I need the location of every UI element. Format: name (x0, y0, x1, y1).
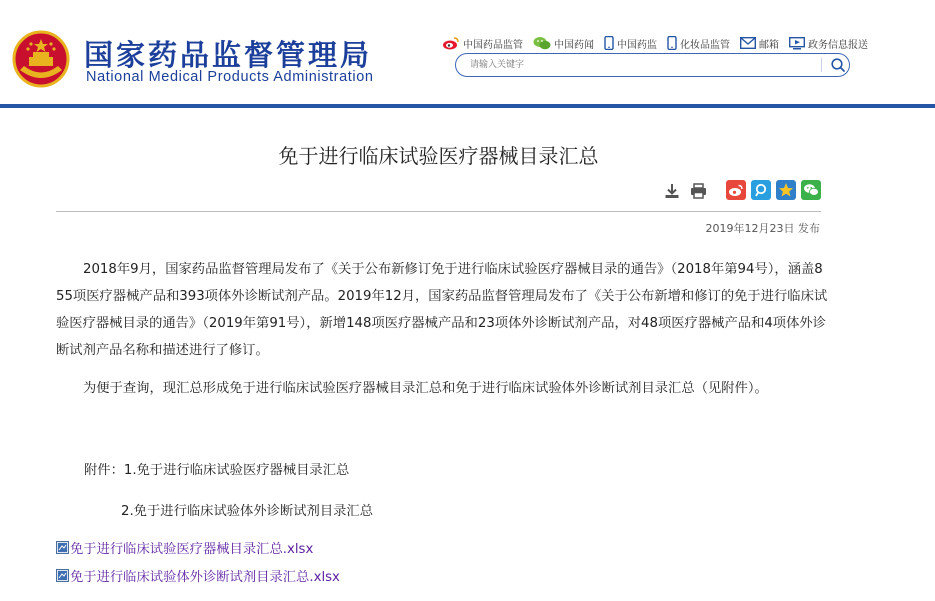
excel-file-icon (56, 569, 69, 582)
article-paragraph: 为便于查询，现汇总形成免于进行临床试验医疗器械目录汇总和免于进行临床试验体外诊断试剂目录汇总（见附件）。 (83, 381, 768, 396)
excel-file-icon (56, 541, 69, 554)
weibo-share-icon[interactable] (726, 180, 746, 200)
publish-date: 2019年12月23日 发布 (705, 222, 820, 235)
monitor-icon (789, 37, 805, 50)
tencent-share-icon[interactable] (751, 180, 771, 200)
national-emblem-icon (12, 30, 70, 88)
nav-weibo[interactable] (442, 36, 523, 51)
nav-mobile-drug[interactable] (604, 36, 657, 51)
article-title: 免于进行临床试验医疗器械目录汇总 (278, 144, 599, 168)
site-name-cn[interactable]: 国家药品监督管理局 (84, 38, 373, 72)
mobile-icon (604, 36, 614, 50)
print-icon[interactable] (688, 181, 708, 201)
nav-label: 中国药监 (617, 39, 657, 51)
attachment-file-link[interactable] (56, 566, 340, 585)
attachments-label: 附件：1.免于进行临床试验医疗器械目录汇总 (84, 463, 350, 478)
mail-icon (740, 37, 756, 49)
nav-mail[interactable] (740, 36, 779, 51)
attachment-file-name[interactable]: 免于进行临床试验医疗器械目录汇总.xlsx (70, 542, 314, 557)
wechat-share-icon[interactable] (801, 180, 821, 200)
nav-mobile-cosmetics[interactable] (667, 36, 730, 51)
share-buttons (726, 180, 821, 200)
search-input[interactable] (470, 57, 810, 73)
site-header (0, 0, 935, 104)
nav-label: 化妆品监管 (680, 39, 730, 51)
top-nav (442, 35, 878, 51)
search-icon[interactable] (829, 56, 847, 74)
attachment-file-name[interactable]: 免于进行临床试验体外诊断试剂目录汇总.xlsx (70, 570, 340, 585)
wechat-icon (533, 36, 551, 50)
header-blue-bar (0, 104, 935, 108)
weibo-icon (442, 36, 460, 50)
nav-label: 邮箱 (759, 39, 779, 51)
site-name-en[interactable]: National Medical Products Administration (86, 69, 374, 85)
nav-wechat[interactable] (533, 36, 594, 51)
download-icon[interactable] (662, 181, 682, 201)
attachment-file-link[interactable] (56, 538, 313, 557)
article-paragraph: 2018年9月，国家药品监督管理局发布了《关于公布新修订免于进行临床试验医疗器械目录的通告》（2018年第94号），涵盖855项医疗器械产品和393项体外诊断试剂产品。2019年12月，国家药品监督管理局发布了《关于公布新增和修订的免于进行临床试验医疗器械目录的通告》（2019年第91号），新增148项医疗器械产品和23项体外诊断试剂产品，对48项医疗器械产品和4项体外诊断试剂产品名称和描述进行了修订。 (56, 262, 828, 358)
nav-label: 中国药闻 (554, 39, 594, 51)
attachment-item: 2.免于进行临床试验体外诊断试剂目录汇总 (121, 504, 374, 519)
title-divider (56, 211, 821, 212)
mobile-icon (667, 36, 677, 50)
nav-label: 政务信息报送 (808, 39, 868, 51)
qzone-share-icon[interactable] (776, 180, 796, 200)
search-box (455, 53, 850, 77)
search-divider (821, 58, 822, 72)
nav-gov-info[interactable] (789, 36, 868, 51)
nav-label: 中国药品监管 (463, 39, 523, 51)
article-tools (662, 180, 708, 202)
